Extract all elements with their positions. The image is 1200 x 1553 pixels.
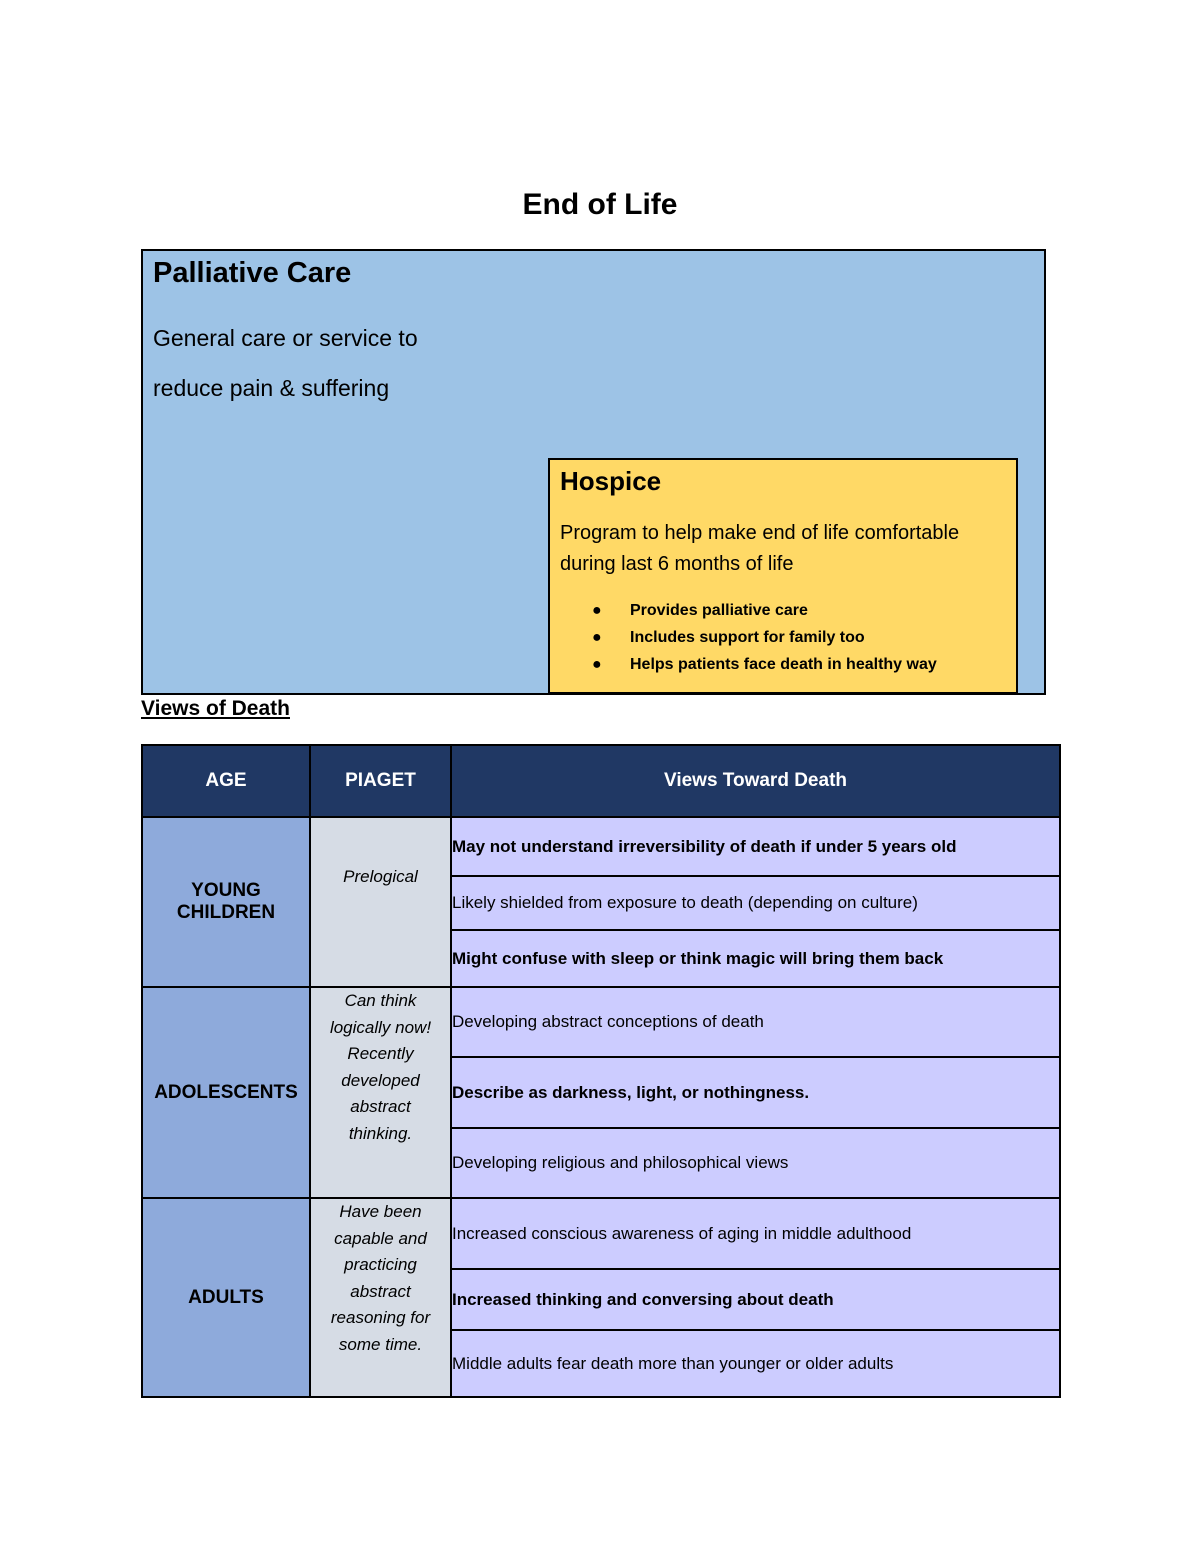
bullet-icon: ●	[592, 629, 602, 646]
age-cell: YOUNG CHILDREN	[142, 817, 310, 987]
view-cell: Middle adults fear death more than younger or older adults	[451, 1330, 1060, 1397]
view-cell: Might confuse with sleep or think magic will bring them back	[451, 930, 1060, 987]
piaget-cell: Can think logically now! Recently developed abstract thinking.	[310, 987, 451, 1198]
bullet-icon: ●	[592, 656, 602, 673]
view-cell: Increased thinking and conversing about death	[451, 1269, 1060, 1330]
hospice-bullet: ● Provides palliative care	[592, 597, 937, 624]
view-cell: Likely shielded from exposure to death (depending on culture)	[451, 876, 1060, 930]
age-cell: ADOLESCENTS	[142, 987, 310, 1198]
header-age: AGE	[142, 745, 310, 817]
table-header-row	[142, 745, 1060, 817]
table-row	[142, 817, 1060, 876]
hospice-bullet-list	[592, 597, 937, 678]
view-cell: Developing abstract conceptions of death	[451, 987, 1060, 1057]
view-cell: Increased conscious awareness of aging in middle adulthood	[451, 1198, 1060, 1269]
header-views: Views Toward Death	[451, 745, 1060, 817]
page-title: End of Life	[522, 188, 678, 221]
views-of-death-heading: Views of Death	[141, 697, 290, 720]
palliative-care-description: General care or service to reduce pain & suffering	[153, 325, 418, 401]
view-cell: Developing religious and philosophical views	[451, 1128, 1060, 1198]
hospice-bullet: ● Helps patients face death in healthy way	[592, 651, 937, 678]
hospice-box	[548, 458, 1018, 694]
hospice-heading: Hospice	[560, 466, 662, 496]
hospice-description: Program to help make end of life comfortable during last 6 months of life	[560, 522, 960, 575]
view-cell: May not understand irreversibility of death if under 5 years old	[451, 817, 1060, 876]
bullet-icon: ●	[592, 602, 602, 619]
hospice-bullet: ● Includes support for family too	[592, 624, 937, 651]
piaget-cell: Have been capable and practicing abstract reasoning for some time.	[310, 1198, 451, 1397]
view-cell: Describe as darkness, light, or nothingness.	[451, 1057, 1060, 1128]
table-row	[142, 1198, 1060, 1269]
piaget-cell: Prelogical	[310, 817, 451, 987]
views-of-death-table	[141, 744, 1061, 1398]
header-piaget: PIAGET	[310, 745, 451, 817]
age-cell: ADULTS	[142, 1198, 310, 1397]
table-row	[142, 987, 1060, 1057]
palliative-care-heading: Palliative Care	[153, 257, 352, 289]
